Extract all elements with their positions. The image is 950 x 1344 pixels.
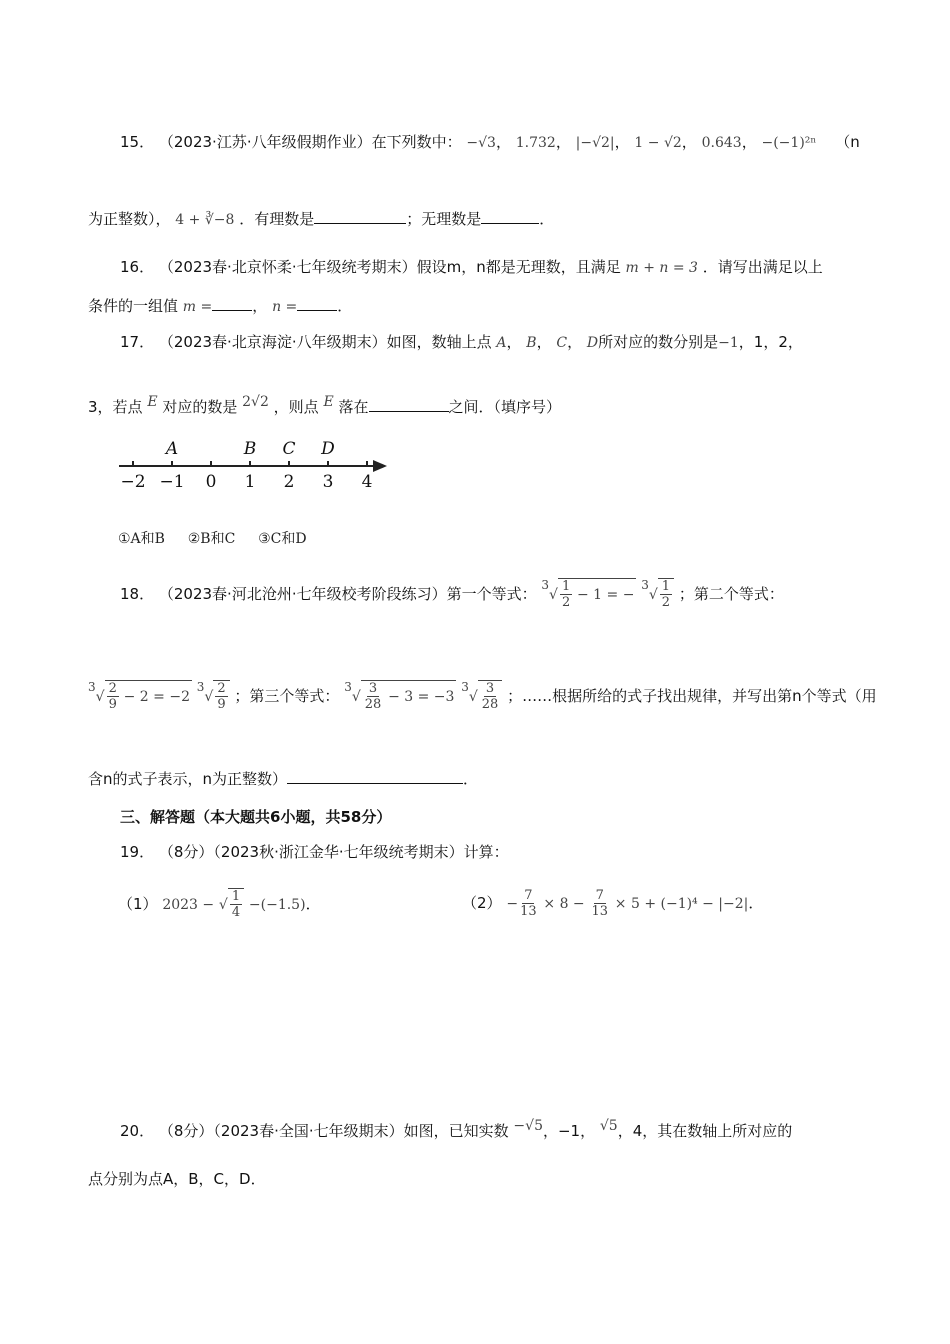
q16-line2b: ，: [252, 297, 268, 315]
q18-line3: [88, 768, 478, 789]
q15-math-neg-sqrt3: −√3: [466, 135, 496, 151]
q16-line2a: 条件的一组值: [88, 297, 179, 315]
q17-answer-blank[interactable]: [369, 397, 449, 412]
frac-num: 2: [217, 681, 226, 696]
q20-math-neg-sqrt5: −√5: [513, 1118, 543, 1134]
q18-eq3: $^3$√ $\frac{3}{28}$ − 3 = −3 $^3$√ $\frac{3}{28}$: [344, 687, 507, 705]
cube-root-index: 3: [641, 578, 649, 592]
q17-point-d: D: [586, 335, 599, 351]
q19-line1: [120, 841, 509, 862]
q18-number: 18．: [120, 585, 155, 603]
q17-point-e2: E: [323, 394, 334, 410]
q17-point-e: E: [147, 394, 158, 410]
frac-num: 1: [561, 579, 571, 594]
q17-option-1[interactable]: ①A和B: [118, 531, 165, 547]
q17-line2d: 落在: [338, 398, 369, 416]
q18-line3-text: 含n的式子表示，n为正整数）: [88, 770, 288, 788]
q17-math-neg1: −1: [718, 335, 739, 351]
cube-root-index: 3: [344, 680, 352, 694]
q16-line2: [88, 295, 352, 316]
q16-math-m: m =: [182, 299, 213, 315]
axis-point-label: C: [282, 439, 296, 459]
q17-line2: [88, 394, 561, 417]
q15-line2a: 为正整数），: [88, 210, 171, 228]
frac-den: 13: [591, 904, 608, 919]
axis-point-label: A: [165, 439, 179, 459]
q17-point-c: C: [556, 335, 568, 351]
q15-math-neg-power: −(−1)²ⁿ: [761, 135, 817, 151]
frac-num: 1: [231, 889, 241, 904]
frac-den: 9: [108, 697, 117, 712]
q19-part2-c: × 5 + (−1)⁴ − |−2|: [614, 896, 749, 912]
q20-text2: ，−1，: [542, 1122, 596, 1140]
axis-tick-label: −1: [159, 472, 185, 492]
q15-source: （2023·江苏·八年级假期作业）在下列数中：: [158, 133, 462, 151]
q15-line2: [88, 208, 554, 229]
q17-option-2[interactable]: ②B和C: [187, 531, 236, 547]
cube-root-index: 3: [88, 680, 96, 694]
axis-tick-label: 1: [244, 472, 256, 492]
q19-part1-a: 2023 −: [162, 897, 215, 913]
q19-part1-end: ．: [305, 895, 321, 913]
frac-num: 1: [661, 579, 671, 594]
cube-root-index: 3: [541, 578, 550, 592]
sep: ，: [536, 333, 552, 351]
q17-option-3[interactable]: ③C和D: [258, 531, 307, 547]
q15-tail: （n: [835, 133, 860, 151]
q19-text: （8分）（2023秋·浙江金华·七年级统考期末）计算：: [158, 843, 509, 861]
q17-line2c: ，则点: [273, 398, 319, 416]
q18-eq2: $^3$√ $\frac{2}{9}$ − 2 = −2 $^3$√ $\frac{2}{9}$: [88, 687, 234, 705]
q18-text3: ；……根据所给的式子找出规律，并写出第n个等式（用: [507, 687, 877, 705]
q17-math-2sqrt2: 2√2: [242, 394, 269, 410]
q20-line2: 点分别为点A，B，C，D．: [88, 1170, 266, 1188]
q19-part1-label: （1）: [118, 895, 158, 913]
q20-line1: [120, 1118, 792, 1141]
sep: ，: [567, 333, 583, 351]
sep: ，: [495, 133, 511, 151]
q15-math-0643: 0.643: [701, 135, 742, 151]
q16-number: 16．: [120, 258, 155, 276]
frac-num: 7: [524, 888, 533, 903]
q15-irrational-blank[interactable]: [481, 209, 539, 224]
q16-n-blank[interactable]: [297, 296, 337, 311]
q15-rational-blank[interactable]: [314, 209, 406, 224]
q17-text1: （2023春·北京海淀·八年级期末）如图，数轴上点: [158, 333, 492, 351]
q17-line1: [120, 331, 803, 352]
axis-tick-label: 0: [205, 472, 217, 492]
q16-m-blank[interactable]: [212, 296, 252, 311]
sep: ，: [741, 133, 757, 151]
q19-part2-a: −: [506, 896, 519, 912]
q15-line1: [120, 131, 860, 152]
eq-op: − 1 = −: [577, 587, 635, 603]
frac-num: 7: [595, 888, 604, 903]
q17-number-line: [115, 432, 395, 494]
q16-line2c: ．: [337, 297, 353, 315]
q15-line2b: ．有理数是: [239, 210, 315, 228]
q17-options: [118, 528, 307, 548]
axis-point-label: D: [321, 439, 335, 459]
q16-text2: ．请写出满足以上: [702, 258, 823, 276]
q17-line2b: 对应的数是: [162, 398, 238, 416]
q15-math-1732: 1.732: [515, 135, 556, 151]
q19-part2-b: × 8 −: [543, 896, 585, 912]
q17-point-b: B: [526, 335, 537, 351]
axis-tick-label: 3: [322, 472, 334, 492]
q19-part2: [462, 888, 763, 919]
frac-num: 2: [108, 681, 117, 696]
q17-text2: 所对应的数分别是: [598, 333, 719, 351]
frac-den: 2: [561, 595, 571, 610]
sep: ，: [614, 133, 630, 151]
q20-number: 20．: [120, 1122, 155, 1140]
q16-line1: [120, 256, 823, 277]
q18-line2: [88, 680, 877, 712]
q15-line2c: ；无理数是: [406, 210, 482, 228]
q19-number: 19．: [120, 843, 155, 861]
sep: ，: [506, 333, 522, 351]
q18-line1: [120, 578, 784, 610]
q17-point-a: A: [496, 335, 507, 351]
frac-num: 3: [368, 681, 378, 696]
q19-part2-end: ．: [748, 894, 764, 912]
q16-text1: （2023春·北京怀柔·七年级统考期末）假设m，n都是无理数，且满足: [158, 258, 621, 276]
q19-part1: （1） 2023 − √ $\frac{1}{4}$ −(−1.5)．: [118, 889, 321, 920]
q18-text1: （2023春·河北沧州·七年级校考阶段练习）第一个等式：: [158, 585, 537, 603]
q20-math-sqrt5: √5: [599, 1118, 618, 1134]
cube-root-index: 3: [461, 680, 469, 694]
frac-den: 4: [231, 905, 241, 920]
q16-math-n: n =: [272, 299, 298, 315]
q18-line3-end: ．: [463, 770, 479, 788]
q17-text3: ，1，2，: [738, 333, 803, 351]
frac-den: 9: [217, 697, 226, 712]
sep: ，: [681, 133, 697, 151]
axis-arrow: [373, 460, 387, 472]
frac-den: 13: [520, 904, 537, 919]
q15-math-cuberoot: 4 + ∛−8: [175, 212, 235, 228]
q18-answer-blank[interactable]: [287, 769, 463, 784]
q18-text2: ；第二个等式：: [678, 585, 784, 603]
q19-part2-label: （2）: [462, 894, 502, 912]
q20-text1: （8分）（2023春·全国·七年级期末）如图，已知实数: [158, 1122, 509, 1140]
q15-math-abs-sqrt2: |−√2|: [575, 135, 615, 151]
q15-math-1-minus-sqrt2: 1 − √2: [634, 135, 682, 151]
axis-tick-label: 2: [283, 472, 295, 492]
frac-num: 3: [485, 681, 495, 696]
section-three-heading: 三、解答题（本大题共6小题，共58分）: [120, 808, 392, 826]
eq-op: − 3 = −3: [388, 689, 455, 705]
axis-tick-label: 4: [361, 472, 373, 492]
frac-den: 28: [364, 697, 382, 712]
cube-root-index: 3: [196, 680, 205, 694]
q20-text3: ，4，其在数轴上所对应的: [617, 1122, 793, 1140]
q15-line2d: ．: [539, 210, 555, 228]
q19-part1-b: −(−1.5): [248, 897, 306, 913]
q15-number: 15．: [120, 133, 155, 151]
q17-line2a: 3，若点: [88, 398, 143, 416]
axis-tick-label: −2: [120, 472, 146, 492]
frac-den: 2: [661, 595, 671, 610]
q17-line2e: 之间．（填序号）: [448, 398, 562, 416]
q16-math-m-plus-n: m + n = 3: [625, 260, 698, 276]
axis-point-label: B: [243, 439, 257, 459]
q18-eq1: $^3$√ $\frac{1}{2}$ − 1 = − $^3$√ $\frac{1}{2}$: [541, 585, 678, 603]
q17-number: 17．: [120, 333, 155, 351]
eq-op: − 2 = −2: [123, 689, 190, 705]
sep: ，: [555, 133, 571, 151]
q18-mid: ；第三个等式：: [234, 687, 340, 705]
frac-den: 28: [481, 697, 499, 712]
